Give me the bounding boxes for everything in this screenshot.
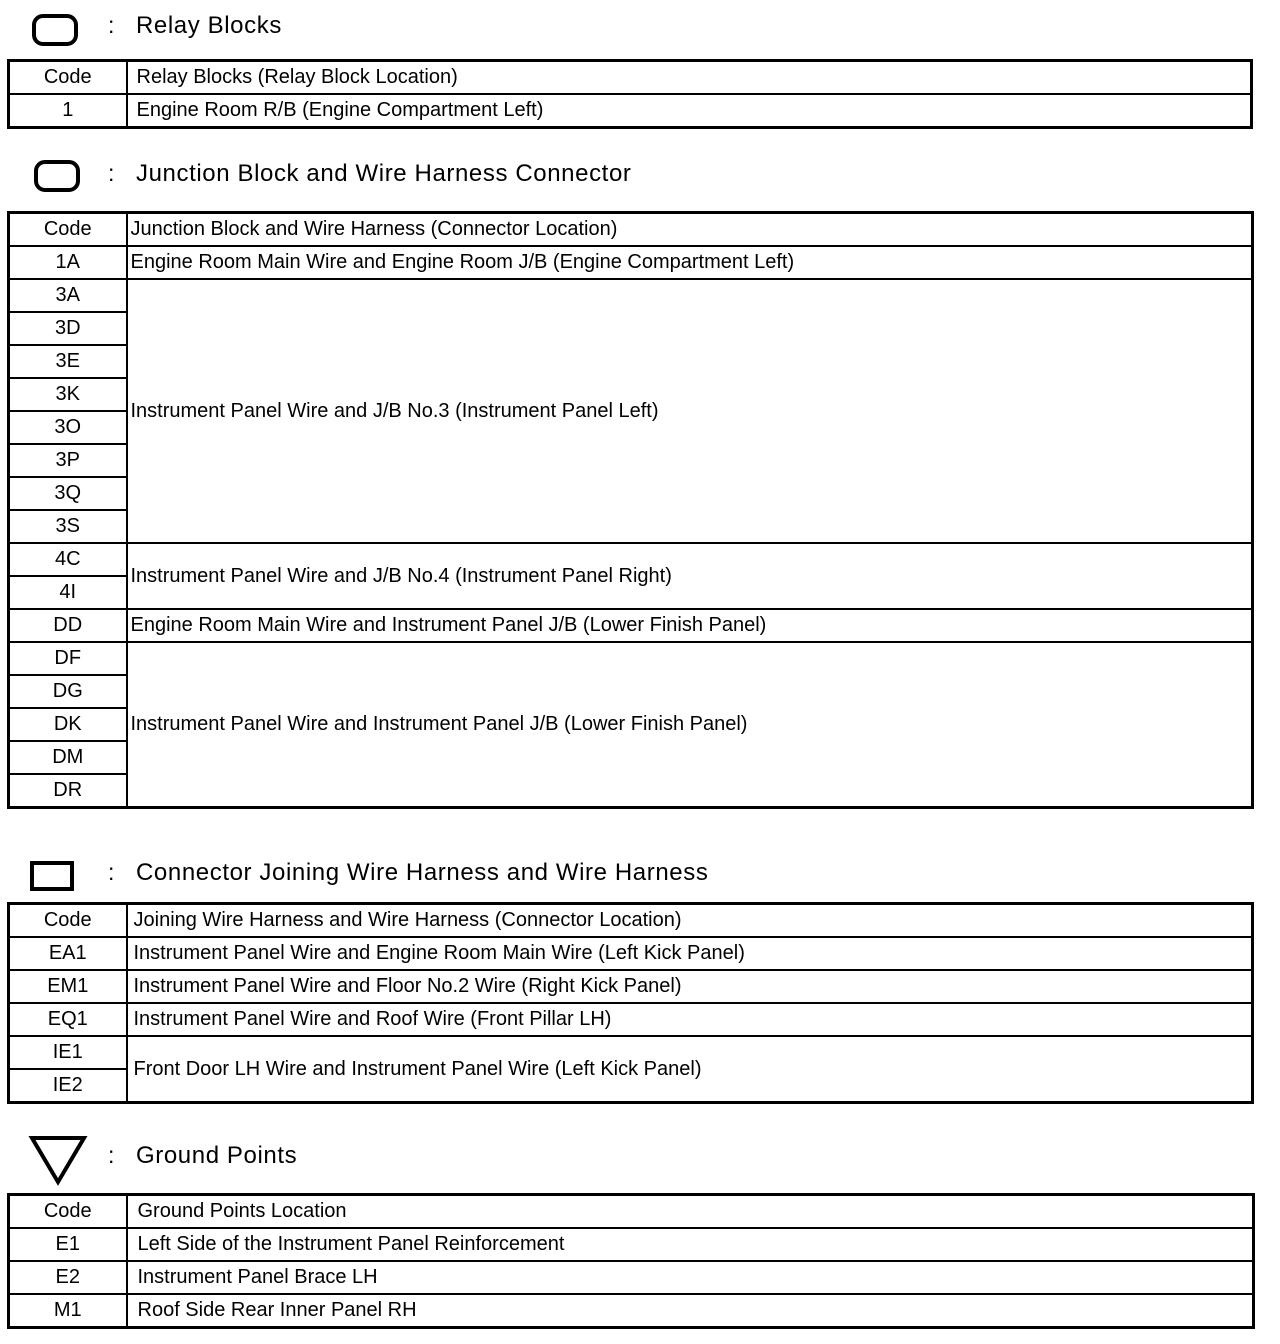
code-column-header: Code: [9, 61, 127, 95]
connector-joining-heading: [0, 855, 1280, 895]
relay-blocks-heading: [0, 6, 1280, 46]
location-column-header: Junction Block and Wire Harness (Connector Location): [127, 213, 1253, 247]
code-cell: EM1: [9, 970, 127, 1003]
rounded-rect-icon: [32, 14, 78, 46]
location-column-header: Joining Wire Harness and Wire Harness (Connector Location): [127, 904, 1253, 938]
location-cell: Engine Room R/B (Engine Compartment Left): [127, 94, 1252, 128]
code-cell: 3P: [9, 444, 127, 477]
table-header-row: [9, 904, 1253, 938]
connector-joining-colon: :: [108, 859, 115, 885]
table-row: [9, 279, 1253, 312]
junction-block-heading: [0, 156, 1280, 196]
code-cell: E2: [9, 1261, 127, 1294]
code-cell: M1: [9, 1294, 127, 1328]
location-cell: Instrument Panel Wire and J/B No.3 (Instrument Panel Left): [127, 279, 1253, 543]
location-cell: Instrument Panel Wire and Instrument Panel J/B (Lower Finish Panel): [127, 642, 1253, 808]
location-cell: Left Side of the Instrument Panel Reinforcement: [127, 1228, 1254, 1261]
rectangle-icon: [30, 861, 74, 891]
code-cell: DG: [9, 675, 127, 708]
code-cell: 3O: [9, 411, 127, 444]
location-cell: Instrument Panel Wire and Engine Room Main Wire (Left Kick Panel): [127, 937, 1253, 970]
table-header-row: [9, 1195, 1254, 1229]
table-row: [9, 1036, 1253, 1069]
code-cell: 4I: [9, 576, 127, 609]
code-cell: DM: [9, 741, 127, 774]
location-cell: Front Door LH Wire and Instrument Panel Wire (Left Kick Panel): [127, 1036, 1253, 1103]
connector-joining-table: [7, 902, 1254, 1104]
table-row: [9, 642, 1253, 675]
location-column-header: Relay Blocks (Relay Block Location): [127, 61, 1252, 95]
location-cell: Engine Room Main Wire and Instrument Panel J/B (Lower Finish Panel): [127, 609, 1253, 642]
connector-joining-title: Connector Joining Wire Harness and Wire Harness: [136, 859, 709, 886]
ground-points-table: [7, 1193, 1255, 1329]
code-column-header: Code: [9, 904, 127, 938]
code-cell: 1A: [9, 246, 127, 279]
code-cell: 1: [9, 94, 127, 128]
code-cell: 4C: [9, 543, 127, 576]
ground-points-colon: :: [108, 1142, 115, 1168]
location-cell: Instrument Panel Wire and Floor No.2 Wire (Right Kick Panel): [127, 970, 1253, 1003]
code-cell: DD: [9, 609, 127, 642]
table-header-row: [9, 61, 1252, 95]
table-row: [9, 1261, 1254, 1294]
code-column-header: Code: [9, 1195, 127, 1229]
location-cell: Instrument Panel Wire and J/B No.4 (Instrument Panel Right): [127, 543, 1253, 609]
table-row: [9, 1003, 1253, 1036]
code-cell: E1: [9, 1228, 127, 1261]
location-cell: Instrument Panel Brace LH: [127, 1261, 1254, 1294]
down-triangle-icon: [28, 1134, 88, 1186]
junction-block-title: Junction Block and Wire Harness Connector: [136, 160, 632, 187]
rounded-rect-icon: [34, 160, 80, 192]
ground-points-heading: [0, 1134, 1280, 1174]
ground-points-title: Ground Points: [136, 1142, 298, 1169]
table-row: [9, 1294, 1254, 1328]
relay-blocks-colon: :: [108, 12, 115, 38]
relay-blocks-title: Relay Blocks: [136, 12, 282, 39]
table-row: [9, 246, 1253, 279]
code-column-header: Code: [9, 213, 127, 247]
code-cell: EQ1: [9, 1003, 127, 1036]
code-cell: IE2: [9, 1069, 127, 1103]
junction-block-table: [7, 211, 1254, 809]
table-row: [9, 937, 1253, 970]
location-cell: Engine Room Main Wire and Engine Room J/B (Engine Compartment Left): [127, 246, 1253, 279]
table-row: [9, 970, 1253, 1003]
code-cell: 3K: [9, 378, 127, 411]
code-cell: DF: [9, 642, 127, 675]
code-cell: IE1: [9, 1036, 127, 1069]
code-cell: 3A: [9, 279, 127, 312]
relay-blocks-table: [7, 59, 1253, 129]
code-cell: 3Q: [9, 477, 127, 510]
code-cell: 3D: [9, 312, 127, 345]
code-cell: EA1: [9, 937, 127, 970]
junction-block-colon: :: [108, 160, 115, 186]
location-cell: Roof Side Rear Inner Panel RH: [127, 1294, 1254, 1328]
location-cell: Instrument Panel Wire and Roof Wire (Front Pillar LH): [127, 1003, 1253, 1036]
table-header-row: [9, 213, 1253, 247]
code-cell: 3S: [9, 510, 127, 543]
code-cell: 3E: [9, 345, 127, 378]
location-column-header: Ground Points Location: [127, 1195, 1254, 1229]
table-row: [9, 543, 1253, 576]
code-cell: DK: [9, 708, 127, 741]
table-row: [9, 609, 1253, 642]
code-cell: DR: [9, 774, 127, 808]
table-row: [9, 1228, 1254, 1261]
table-row: [9, 94, 1252, 128]
